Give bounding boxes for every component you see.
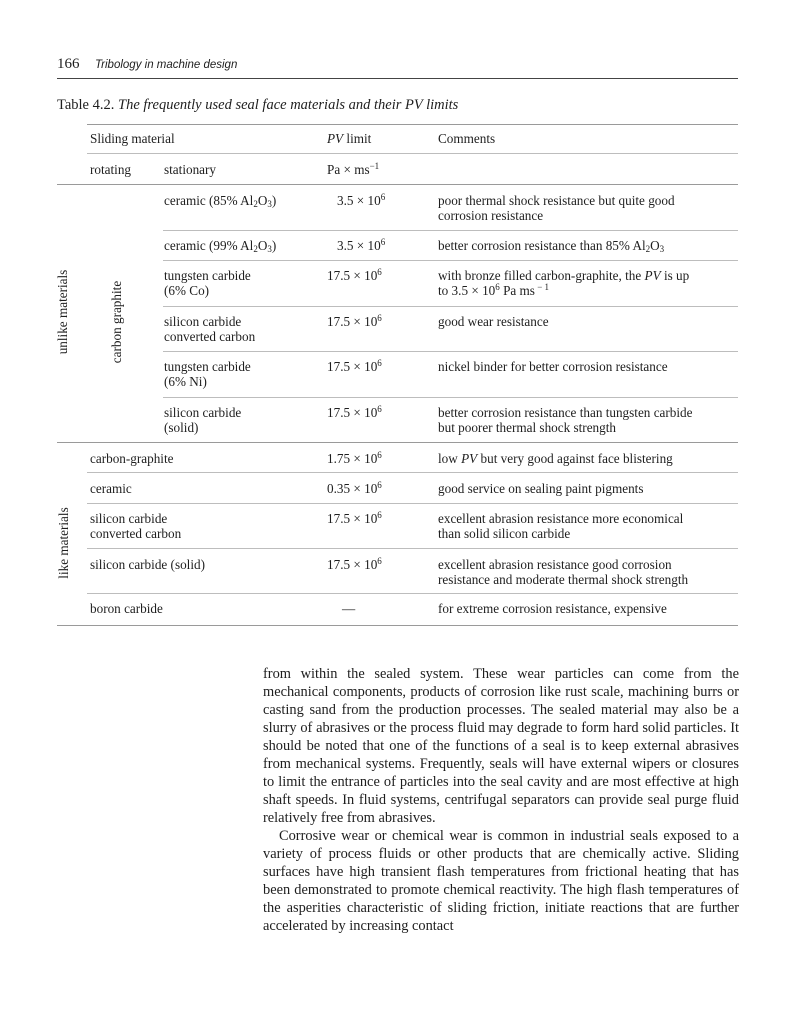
pv-value: $17.5 \times 10^6$ bbox=[327, 358, 382, 374]
material-silicon-carbide-solid-like: silicon carbide (solid) bbox=[90, 557, 205, 572]
seal-materials-table bbox=[57, 118, 738, 630]
row-rule bbox=[163, 397, 738, 398]
material-ceramic-85: ceramic (85% $Al_2O_3$) bbox=[164, 193, 277, 209]
carbon-graphite-label: carbon graphite bbox=[109, 280, 124, 364]
material-ceramic: ceramic bbox=[90, 481, 132, 496]
comment: good service on sealing paint pigments bbox=[438, 481, 644, 496]
paragraph: from within the sealed system. These wear particles can come from the mechanical components, products of corrosion like rust scale, machining burrs or casting sand from the production processes. The sealed material may also be a slurry of abrasives or the process fluid may degrade to form hard solid particles. It should be noted that one of the functions of a seal is to keep external abrasives from mechanical systems. Frequently, seals will have external wipers or closures to limit the entrance of particles into the seal cavity and are most effective at high shaft speeds. In fluid systems, centrifugal separators can provide seal purge fluid relatively free from abrasives. bbox=[263, 666, 739, 826]
pv-value: $17.5 \times 10^6$ bbox=[327, 556, 382, 572]
material-silicon-carbide-converted-like: silicon carbide converted carbon bbox=[90, 511, 182, 541]
comment: better corrosion resistance than tungsten carbide but poorer thermal shock strength bbox=[438, 405, 693, 435]
comment: excellent abrasion resistance more economical than solid silicon carbide bbox=[438, 511, 684, 541]
material-carbon-graphite: carbon-graphite bbox=[90, 451, 174, 466]
material-tungsten-carbide-co: tungsten carbide (6% Co) bbox=[164, 268, 251, 298]
pv-value: $17.5 \times 10^6$ bbox=[327, 510, 382, 526]
unlike-materials-label: unlike materials bbox=[55, 269, 70, 355]
comment: poor thermal shock resistance but quite good corrosion resistance bbox=[438, 193, 675, 223]
running-title: Tribology in machine design bbox=[95, 59, 238, 71]
paragraph: Corrosive wear or chemical wear is common in industrial seals exposed to a variety of process fluids or other products that are chemically active. Sliding surfaces have high transient flash temperatures from frictional heating that has been demonstrated to promote chemical reactivity. The high flash temperatures of the asperities characteristic of sliding friction, initiate reactions that are further accelerated by increasing contact bbox=[263, 828, 739, 934]
row-rule bbox=[87, 593, 738, 594]
header-rotating: rotating bbox=[90, 162, 132, 177]
material-boron-carbide: boron carbide bbox=[90, 601, 163, 616]
table-top-rule bbox=[87, 124, 738, 125]
group-rule bbox=[57, 442, 738, 443]
pv-value: — bbox=[342, 601, 356, 616]
pv-value: $1.75 \times 10^6$ bbox=[327, 450, 382, 466]
header-comments: Comments bbox=[438, 131, 496, 146]
material-silicon-carbide-solid: silicon carbide (solid) bbox=[164, 405, 242, 435]
page-number: 166 bbox=[57, 56, 80, 72]
like-materials-label: like materials bbox=[56, 507, 71, 579]
comment: low PV but very good against face blistering bbox=[438, 451, 673, 466]
caption-title: The frequently used seal face materials and their PV limits bbox=[118, 97, 459, 113]
caption-label: Table 4.2. bbox=[57, 97, 115, 113]
header-rule bbox=[57, 78, 738, 79]
body-text bbox=[263, 665, 739, 935]
pv-value: $17.5 \times 10^6$ bbox=[327, 267, 382, 283]
pv-value: $0.35 \times 10^6$ bbox=[327, 480, 382, 496]
comment: good wear resistance bbox=[438, 314, 549, 329]
row-rule bbox=[163, 351, 738, 352]
row-rule bbox=[163, 260, 738, 261]
row-rule bbox=[163, 230, 738, 231]
header-units: $Pa \times ms^{-1}$ bbox=[327, 161, 380, 177]
comment: with bronze filled carbon-graphite, the PV is up to $3.5 \times 10^6$ Pa ms $^{- 1}$ bbox=[438, 268, 690, 298]
pv-value: $17.5 \times 10^6$ bbox=[327, 313, 382, 329]
row-rule bbox=[163, 306, 738, 307]
comment: for extreme corrosion resistance, expensive bbox=[438, 601, 667, 616]
comment: better corrosion resistance than 85% $Al_2O_3$ bbox=[438, 238, 665, 254]
material-tungsten-carbide-ni: tungsten carbide (6% Ni) bbox=[164, 359, 251, 389]
row-rule bbox=[87, 548, 738, 549]
pv-value: $3.5 \times 10^6$ bbox=[337, 192, 386, 208]
header-pv-limit: PV limit bbox=[327, 131, 372, 146]
table-bottom-rule bbox=[57, 625, 738, 626]
material-ceramic-99: ceramic (99% $Al_2O_3$) bbox=[164, 238, 277, 254]
row-rule bbox=[87, 503, 738, 504]
header-rule-1 bbox=[87, 153, 738, 154]
pv-value: $17.5 \times 10^6$ bbox=[327, 404, 382, 420]
table-caption bbox=[57, 97, 458, 114]
pv-value: $3.5 \times 10^6$ bbox=[337, 237, 386, 253]
page-header bbox=[57, 56, 738, 78]
header-stationary: stationary bbox=[164, 162, 217, 177]
material-silicon-carbide-converted: silicon carbide converted carbon bbox=[164, 314, 256, 344]
row-rule bbox=[87, 472, 738, 473]
header-rule-2 bbox=[57, 184, 738, 185]
header-sliding-material: Sliding material bbox=[90, 131, 175, 146]
comment: excellent abrasion resistance good corrosion resistance and moderate thermal shock strength bbox=[438, 557, 689, 587]
comment: nickel binder for better corrosion resistance bbox=[438, 359, 668, 374]
